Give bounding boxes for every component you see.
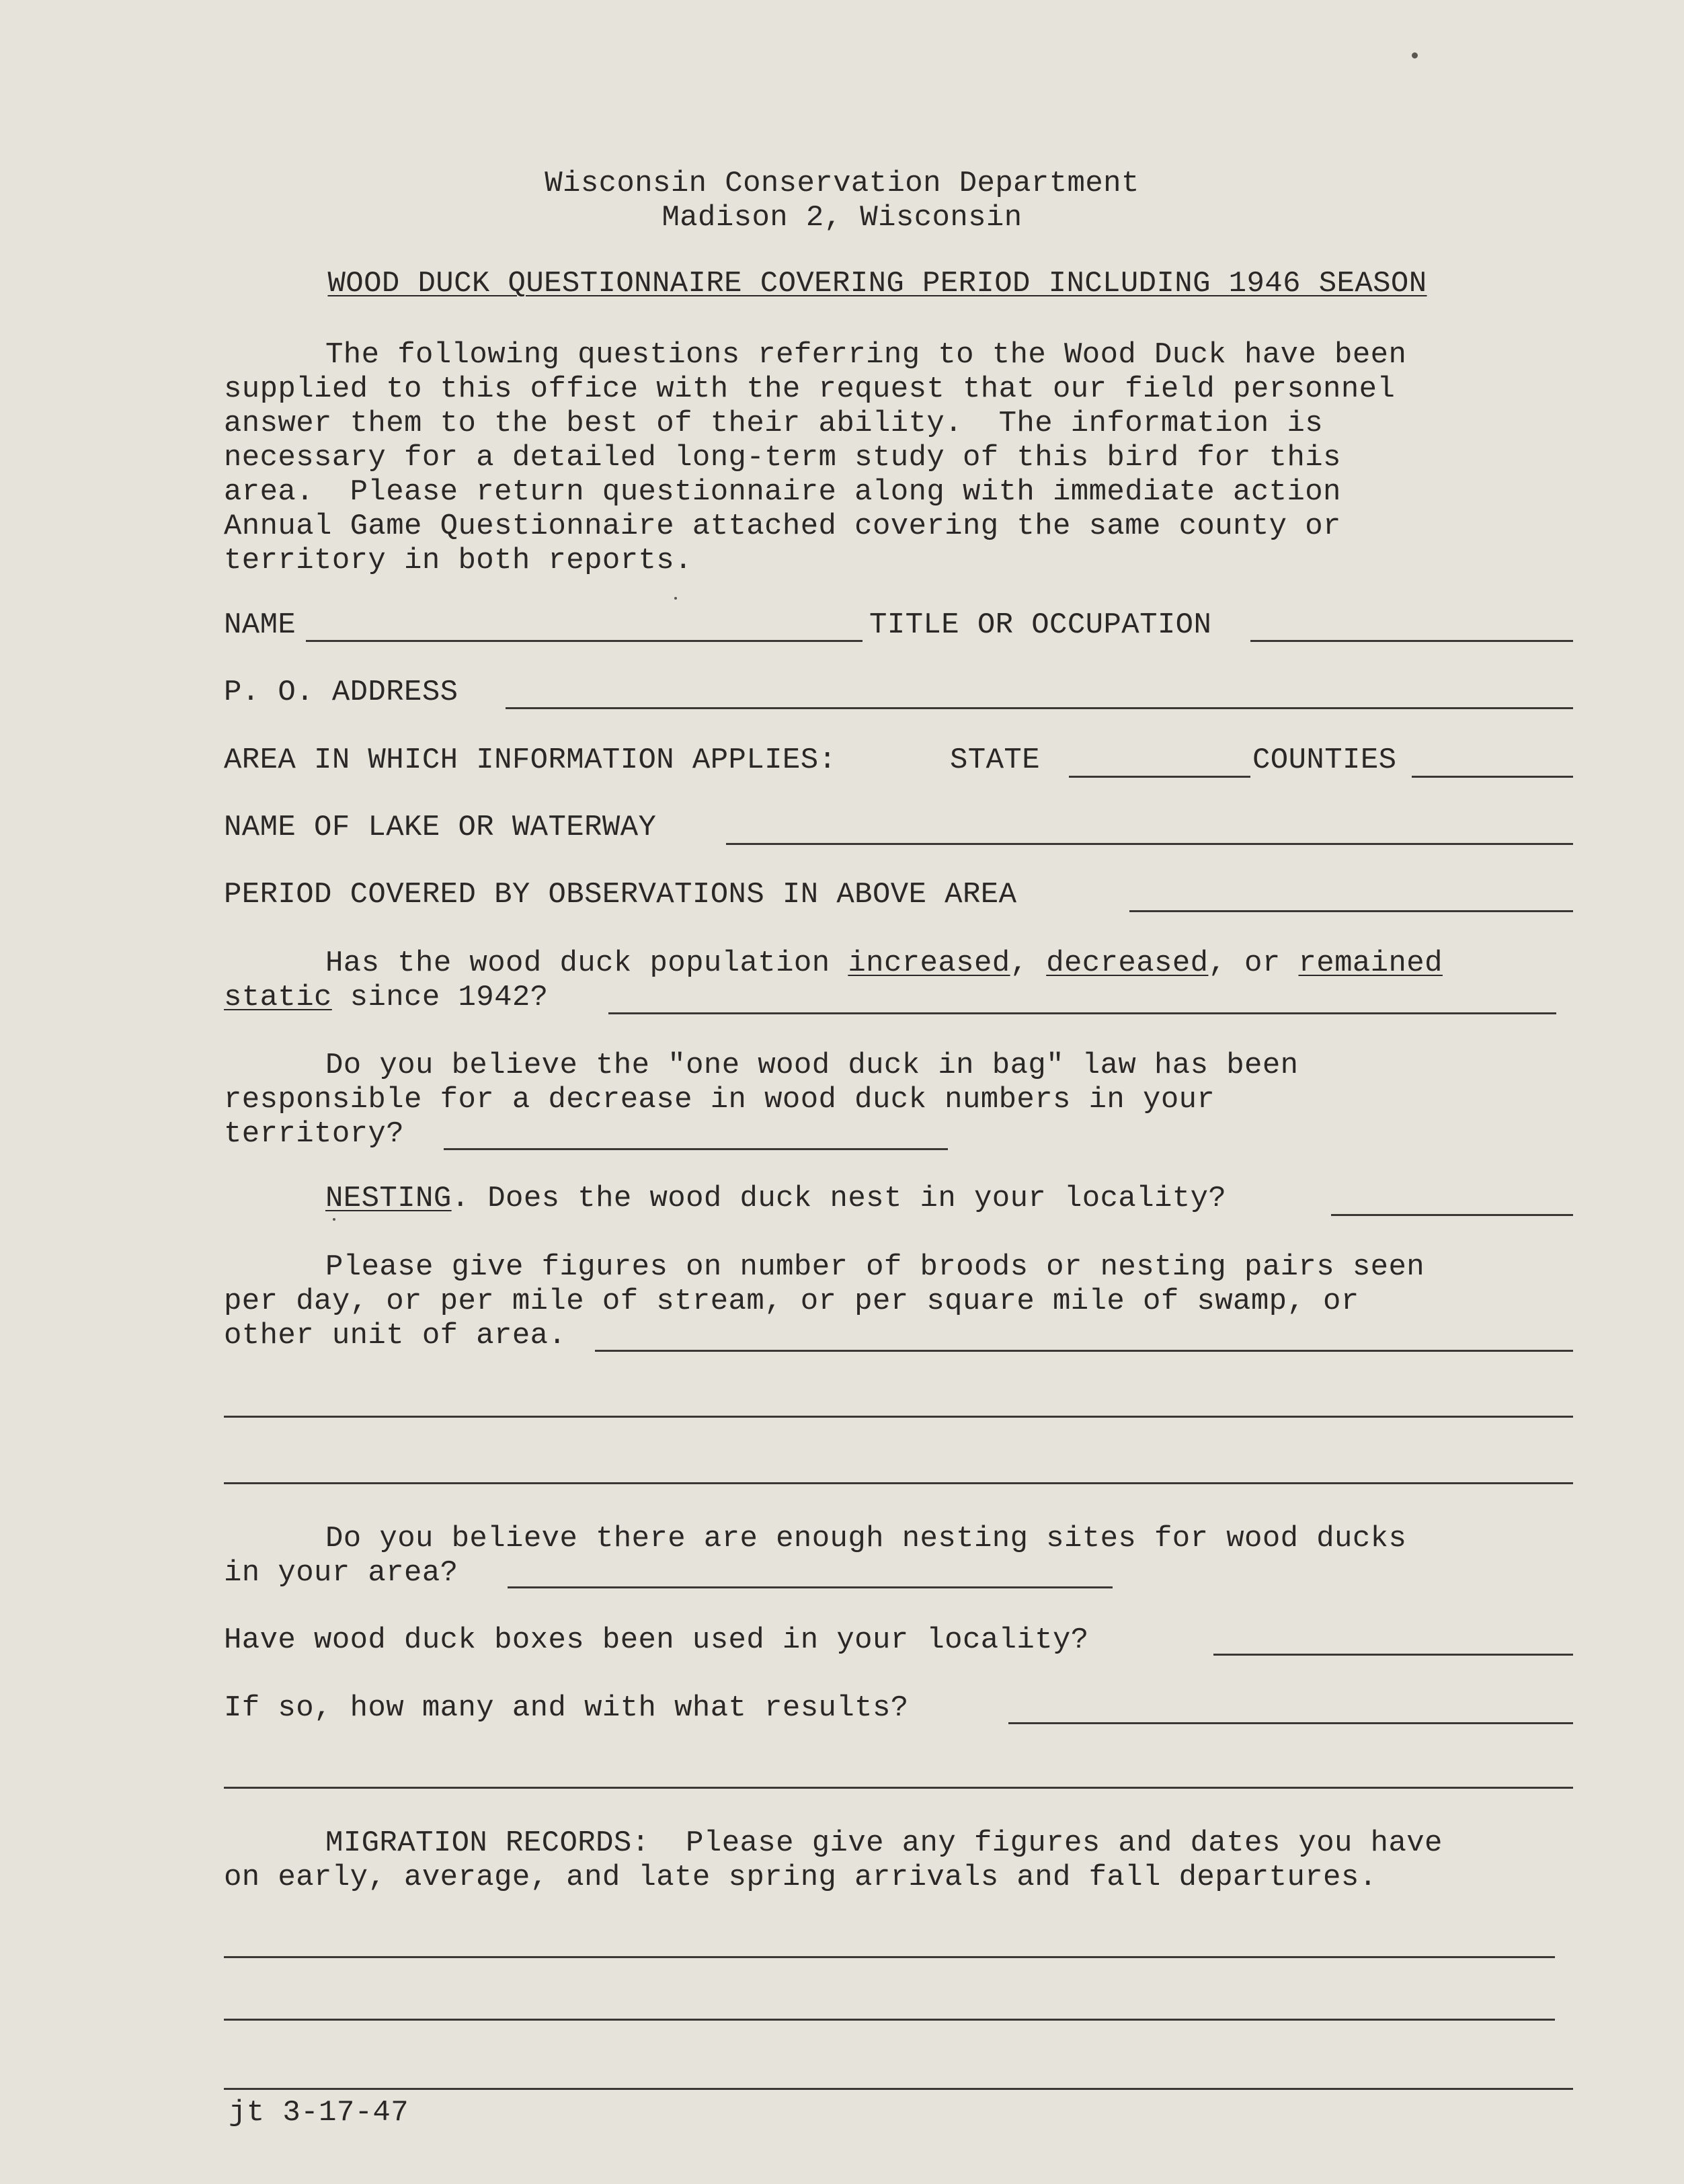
- intro-line: territory in both reports.: [224, 544, 692, 577]
- intro-line: The following questions referring to the Wood Duck have been: [325, 338, 1407, 372]
- department-name: Wisconsin Conservation Department: [545, 167, 1139, 200]
- results-answer-field[interactable]: [1008, 1722, 1573, 1724]
- population-prefix: Has the wood duck population: [325, 946, 830, 980]
- paper-speck: [674, 597, 677, 600]
- option-remained: remained: [1298, 946, 1443, 980]
- counties-label: COUNTIES: [1252, 743, 1397, 777]
- migration-answer-line-1[interactable]: [224, 1956, 1555, 1958]
- paper-speck: [333, 1218, 335, 1221]
- population-suffix: since 1942?: [350, 981, 549, 1014]
- nesting-text: . Does the wood duck nest in your locality?: [451, 1182, 1227, 1215]
- migration-question-line: on early, average, and late spring arrivals and fall departures.: [224, 1861, 1377, 1894]
- nesting-question: [325, 1182, 1226, 1216]
- page-title: WOOD DUCK QUESTIONNAIRE COVERING PERIOD INCLUDING 1946 SEASON: [327, 267, 1427, 300]
- results-answer-line-2[interactable]: [224, 1787, 1573, 1789]
- questionnaire-page: Wisconsin Conservation Department Madison 2, Wisconsin WOOD DUCK QUESTIONNAIRE COVERING PERIOD INCLUDING 1946 SEASON The following questions referring to the Wood Duck have been supplied to this office with the request that our field personnel answer them to the best of their ability. The information is necessary for a detailed long-term study of this bird for this area. Please return questionnaire along with immediate action Annual Game Questionnaire attached covering the same county or territory in both reports. NAME TITLE OR OCCUPATION P. O. ADDRESS AREA IN WHICH INFORMATION APPLIES: STATE COUNTIES NAME OF LAKE OR WATERWAY PERIOD COVERED BY OBSERVATIONS IN ABOVE AREA Has the wood duck population increased, decreased, or remained static since 1942? Do you believe the "one wood duck in bag" law has been responsible for a decrease in wood duck numbers in your territory? NESTING. Does the wood duck nest in your locality? Please give figures on number of broods or nesting pairs seen per day, or per mile of stream, or per square mile of swamp, or other unit of area. Do you believe there are enough nesting sites for wood ducks in your area? Have wood duck boxes been used in your locality? If so, how many and with what results? MIGRATION RECORDS: Please give any figures and dates you have on early, average, and late spring arrivals and fall departures. jt 3-17-47: [0, 0, 1684, 2184]
- paper-speck: [1412, 52, 1418, 58]
- option-separator: , or: [1208, 946, 1281, 980]
- name-field[interactable]: [306, 640, 863, 642]
- option-increased: increased: [848, 946, 1010, 980]
- population-answer-field[interactable]: [608, 1012, 1556, 1014]
- option-static: static: [224, 981, 332, 1014]
- broods-answer-field[interactable]: [595, 1350, 1573, 1352]
- nesting-answer-field[interactable]: [1331, 1214, 1573, 1216]
- lake-field[interactable]: [726, 843, 1573, 845]
- broods-answer-line-3[interactable]: [224, 1482, 1573, 1484]
- broods-answer-line-2[interactable]: [224, 1416, 1573, 1418]
- state-label: STATE: [950, 743, 1041, 777]
- law-answer-field[interactable]: [444, 1148, 948, 1150]
- broods-question-line: Please give figures on number of broods or nesting pairs seen: [325, 1250, 1425, 1284]
- department-address: Madison 2, Wisconsin: [661, 201, 1023, 235]
- period-field[interactable]: [1129, 910, 1573, 912]
- intro-line: Annual Game Questionnaire attached covering the same county or: [224, 510, 1341, 543]
- boxes-answer-field[interactable]: [1213, 1654, 1573, 1656]
- intro-line: area. Please return questionnaire along with immediate action: [224, 475, 1341, 509]
- typist-initials: jt 3-17-47: [229, 2096, 409, 2130]
- po-address-field[interactable]: [506, 707, 1573, 709]
- migration-answer-line-2[interactable]: [224, 2019, 1555, 2021]
- sites-answer-field[interactable]: [508, 1586, 1113, 1588]
- results-question: If so, how many and with what results?: [224, 1691, 909, 1725]
- sites-question-line: Do you believe there are enough nesting sites for wood ducks: [325, 1522, 1407, 1555]
- title-occupation-field[interactable]: [1250, 640, 1573, 642]
- title-occupation-label: TITLE OR OCCUPATION: [869, 608, 1212, 642]
- intro-line: necessary for a detailed long-term study of this bird for this: [224, 441, 1341, 475]
- option-decreased: decreased: [1046, 946, 1209, 980]
- migration-question-line: MIGRATION RECORDS: Please give any figures and dates you have: [325, 1826, 1443, 1860]
- state-field[interactable]: [1069, 776, 1250, 778]
- boxes-question: Have wood duck boxes been used in your locality?: [224, 1623, 1089, 1657]
- migration-answer-line-3[interactable]: [224, 2088, 1573, 2090]
- sites-question-line: in your area?: [224, 1556, 458, 1590]
- nesting-heading: NESTING: [325, 1182, 452, 1215]
- po-address-label: P. O. ADDRESS: [224, 676, 458, 709]
- intro-line: supplied to this office with the request that our field personnel: [224, 372, 1396, 406]
- broods-question-line: other unit of area.: [224, 1319, 567, 1352]
- period-label: PERIOD COVERED BY OBSERVATIONS IN ABOVE AREA: [224, 878, 1017, 912]
- law-question-line: Do you believe the "one wood duck in bag" law has been: [325, 1049, 1299, 1082]
- counties-field[interactable]: [1412, 776, 1573, 778]
- name-label: NAME: [224, 608, 296, 642]
- law-question-line: responsible for a decrease in wood duck numbers in your: [224, 1083, 1215, 1117]
- area-label: AREA IN WHICH INFORMATION APPLIES:: [224, 743, 837, 777]
- intro-line: answer them to the best of their ability. The information is: [224, 407, 1324, 440]
- lake-label: NAME OF LAKE OR WATERWAY: [224, 811, 657, 844]
- law-question-line: territory?: [224, 1117, 405, 1151]
- broods-question-line: per day, or per mile of stream, or per square mile of swamp, or: [224, 1285, 1359, 1318]
